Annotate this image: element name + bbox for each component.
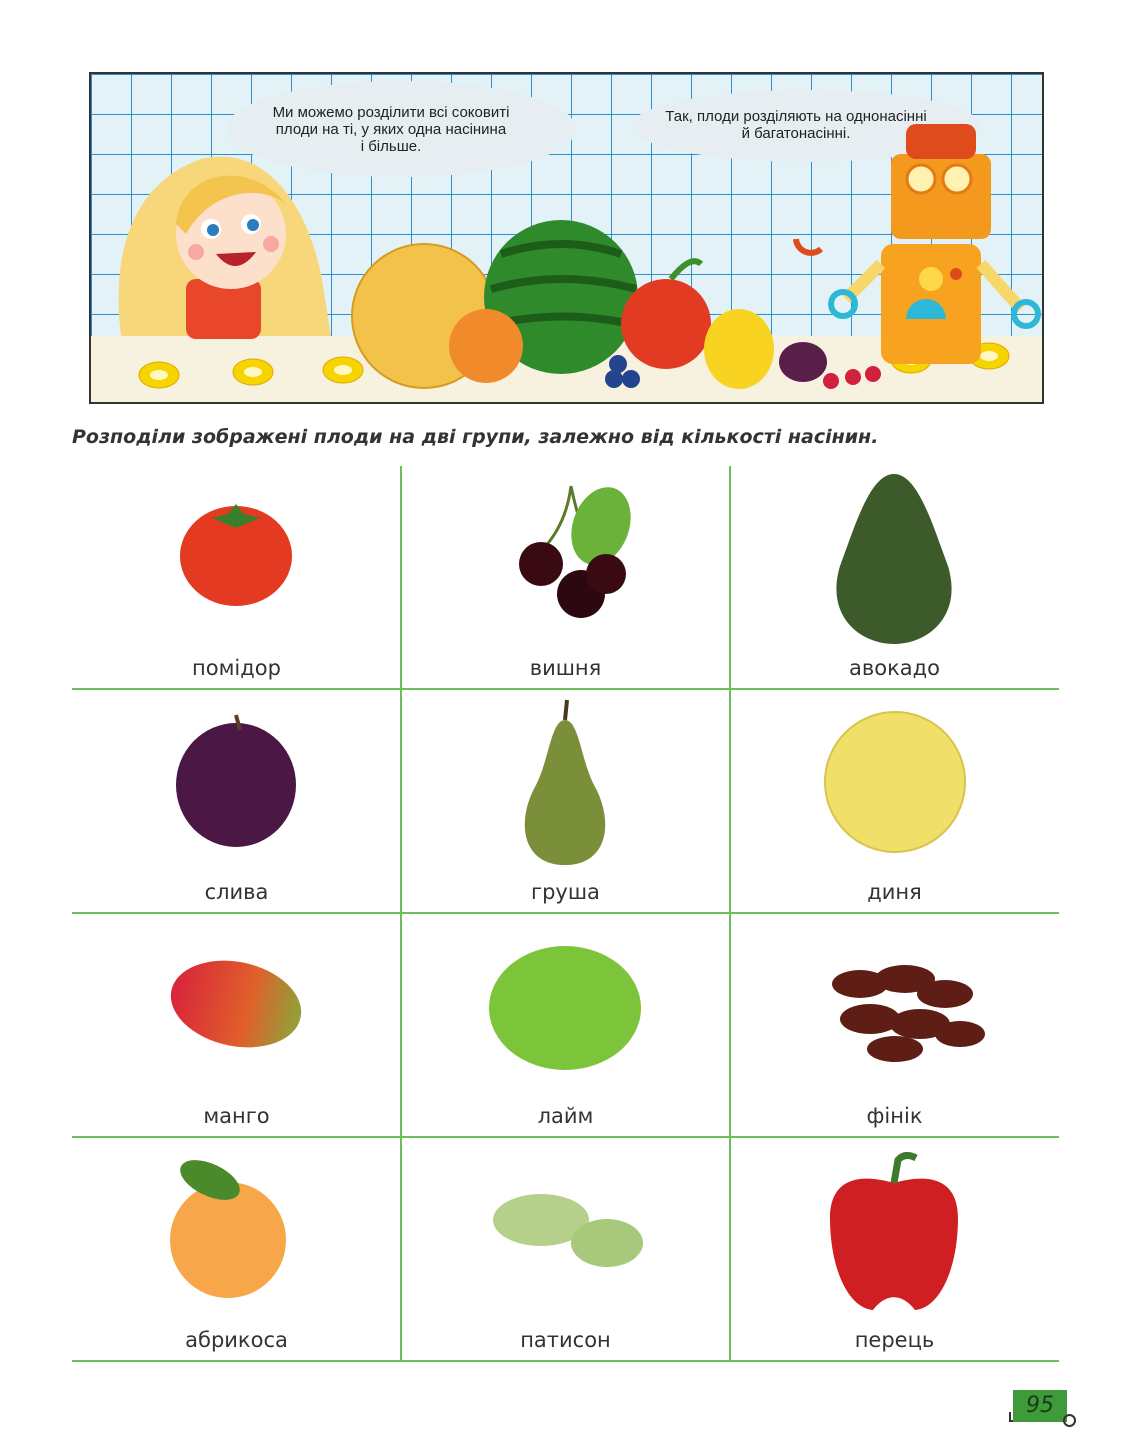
grid-divider [400,466,402,1362]
fruit-label: перець [854,1328,935,1352]
fruit-label: груша [531,880,600,904]
fruit-label: манго [203,1104,270,1128]
fruit-cell-apricot [72,1138,401,1362]
fruit-cell-pear [401,690,730,914]
fruit-cell-mango [72,914,401,1138]
tomato-icon [72,466,401,646]
fruit-label: фінік [866,1104,923,1128]
fruit-label: помідор [192,656,281,680]
fruit-label: лайм [537,1104,594,1128]
bell-pepper-icon [730,1138,1059,1318]
task-instruction: Розподіли зображені плоди на дві групи, залежно від кількості насінин. [72,426,879,448]
fruit-cell-pepper [730,1138,1059,1362]
fruit-cell-date [730,914,1059,1138]
fruit-cell-pattypan [401,1138,730,1362]
date-icon [730,914,1059,1094]
girl-speech-bubble: Ми можемо розділити всі соковиті плоди на ті, у яких одна насінина і більше. [272,104,510,155]
fruit-cell-tomato [72,466,401,690]
fruit-cell-avocado [730,466,1059,690]
illustration-banner [89,72,1044,404]
pattypan-squash-icon [401,1138,730,1318]
apricot-icon [72,1138,401,1318]
fruit-grid [72,466,1059,1362]
robot-speech-bubble: Так, плоди розділяють на однонасінні й багатонасінні. [665,108,927,142]
fruit-label: патисон [520,1328,611,1352]
lime-icon [401,914,730,1094]
fruit-cell-plum [72,690,401,914]
fruit-label: вишня [529,656,602,680]
cherry-icon [401,466,730,646]
avocado-icon [730,466,1059,646]
pear-icon [401,690,730,870]
grid-divider [72,1136,1059,1138]
fruit-label: авокадо [848,656,940,680]
grid-divider [729,466,731,1362]
grid-divider [72,912,1059,914]
grid-divider [72,1360,1059,1362]
page-number: 95 [1026,1393,1054,1418]
fruit-label: слива [204,880,269,904]
melon-icon [730,690,1059,870]
fruit-cell-melon [730,690,1059,914]
fruit-label: абрикоса [185,1328,288,1352]
corner-circle-icon [1063,1414,1076,1427]
mango-icon [72,914,401,1094]
fruit-cell-lime [401,914,730,1138]
fruit-cell-cherry [401,466,730,690]
grid-divider [72,688,1059,690]
plum-icon [72,690,401,870]
page-number-badge [1013,1390,1067,1422]
fruit-label: диня [867,880,922,904]
